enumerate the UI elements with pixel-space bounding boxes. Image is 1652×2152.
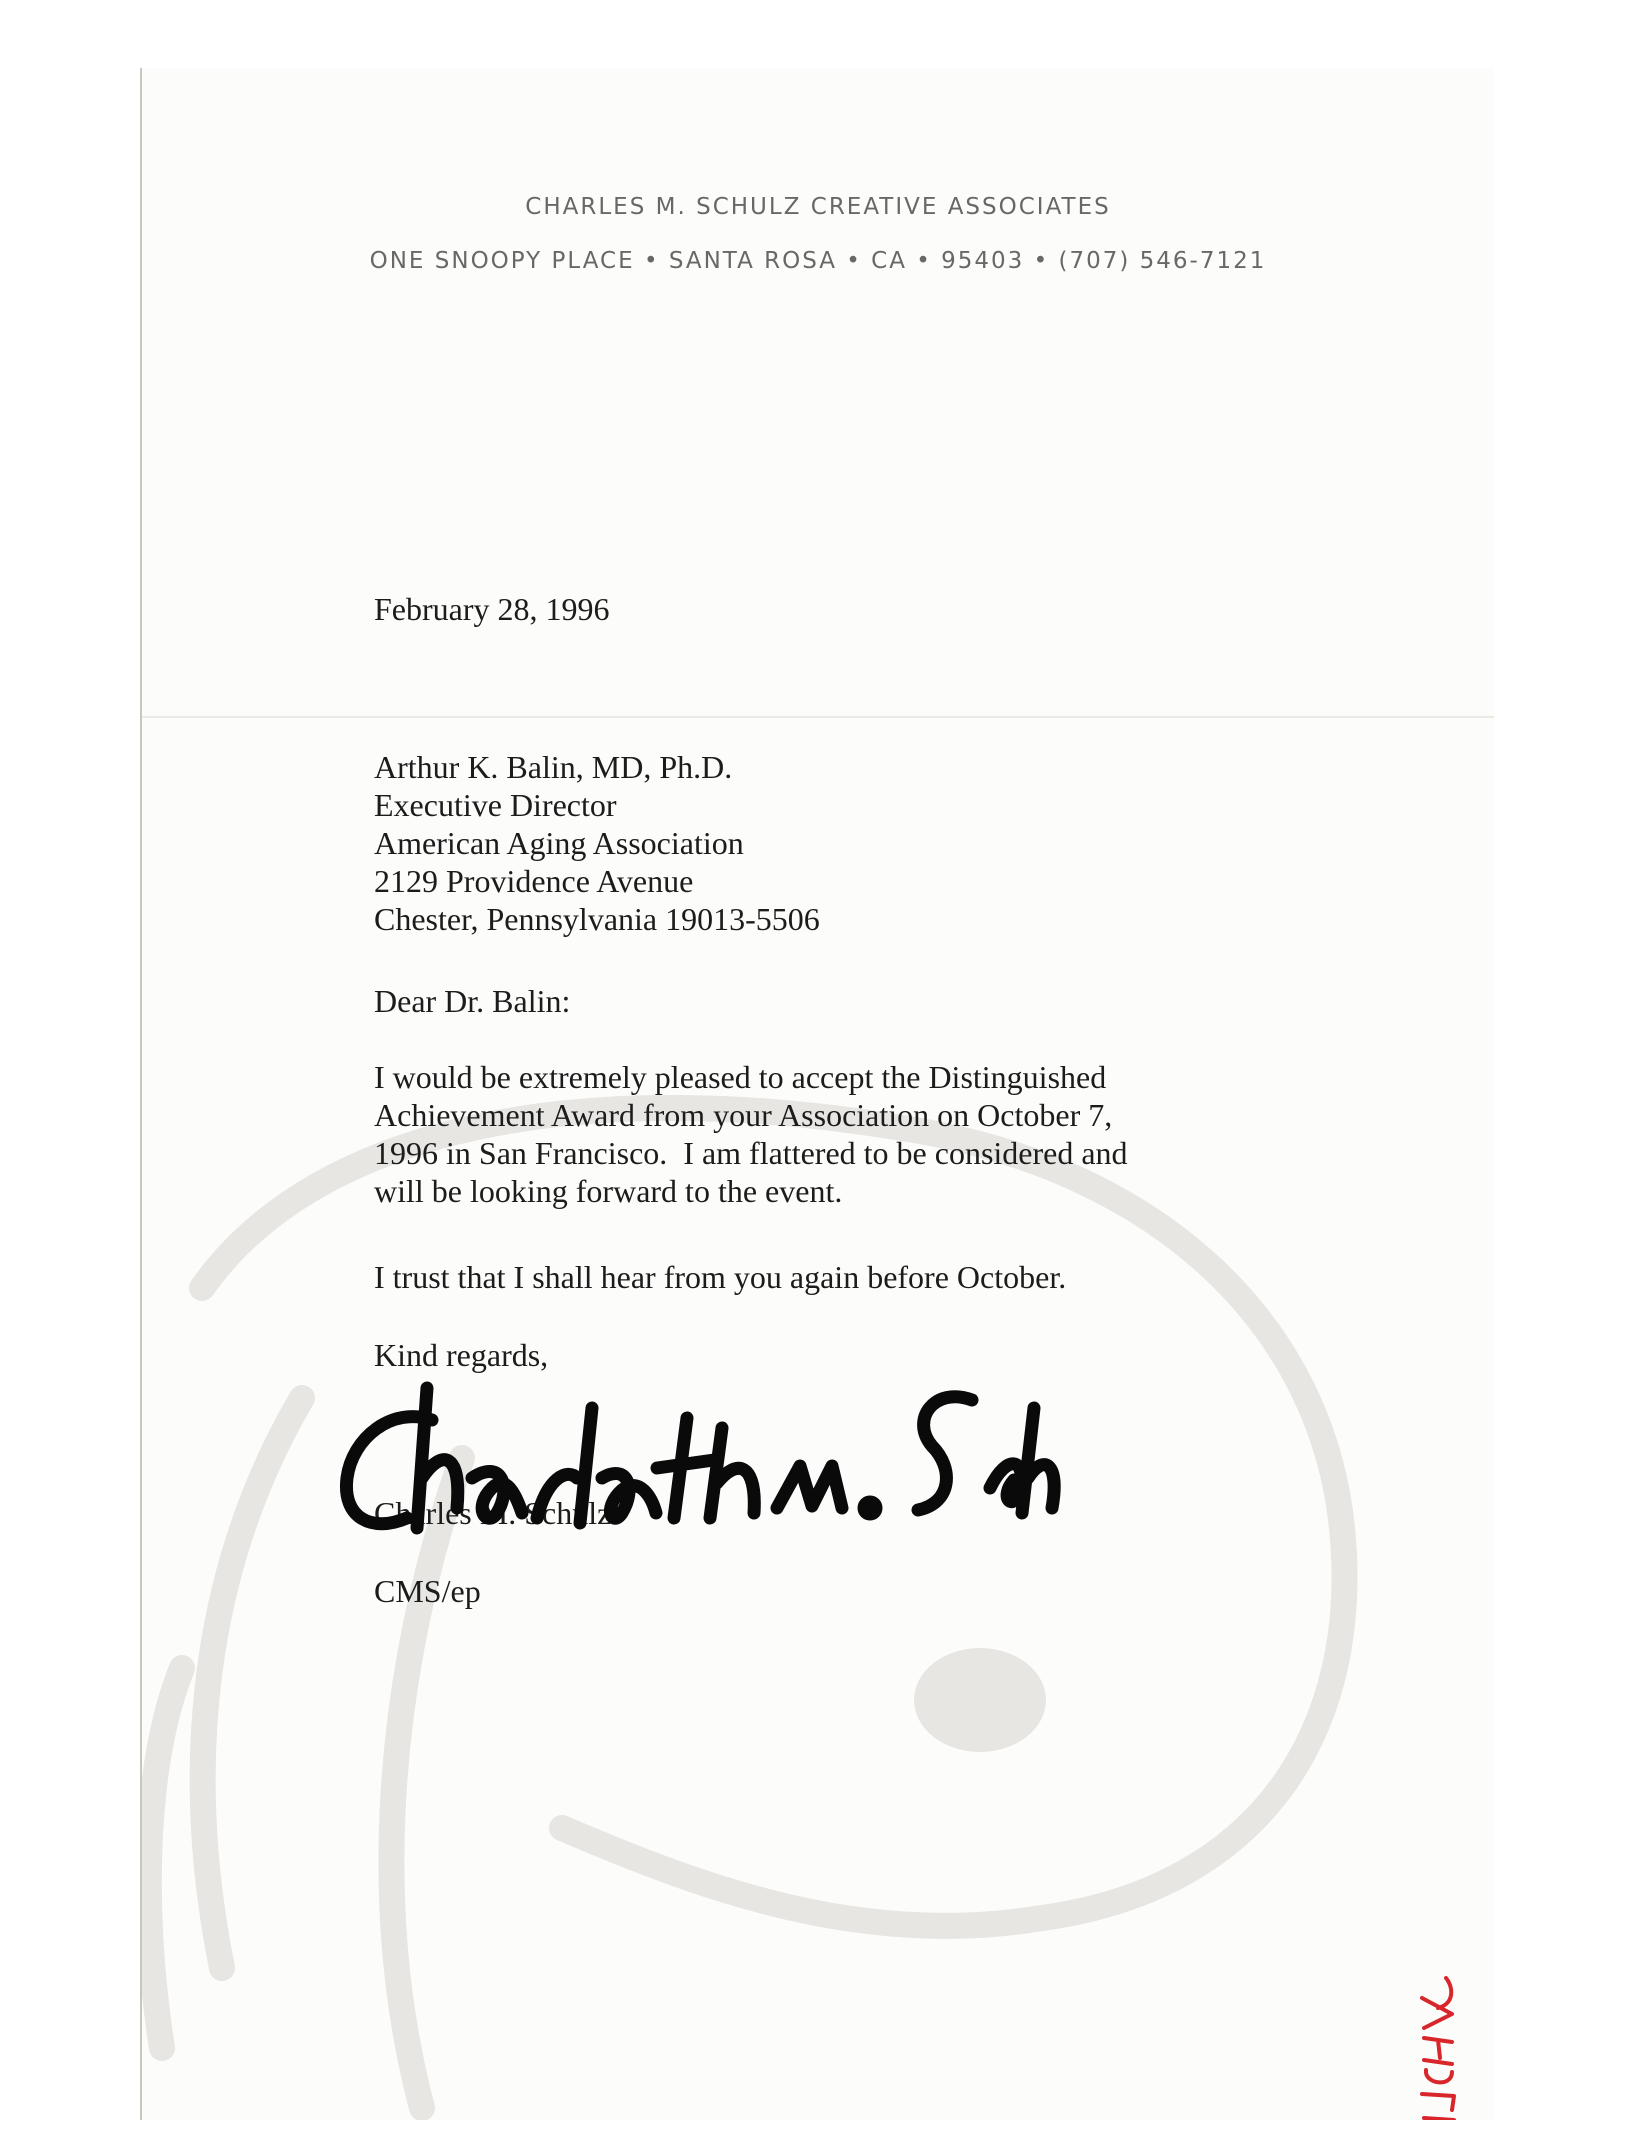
paragraph-line: 1996 in San Francisco. I am flattered to be considered and [374, 1135, 1128, 1171]
recipient-address [374, 748, 820, 938]
recipient-name: Arthur K. Balin, MD, Ph.D. [374, 749, 733, 785]
signer-name: Charles M. Schulz [374, 1495, 612, 1531]
recipient-title: Executive Director [374, 787, 617, 823]
recipient-city: Chester, Pennsylvania 19013-5506 [374, 901, 820, 937]
body-paragraph-2: I trust that I shall hear from you again before October. [374, 1259, 1067, 1295]
handwritten-signature [322, 1368, 1062, 1598]
paragraph-line: will be looking forward to the event. [374, 1173, 843, 1209]
letterhead-address: ONE SNOOPY PLACE • SANTA ROSA • CA • 95403 • (707) 546-7121 [369, 248, 1267, 274]
red-schulz-signature [1404, 1968, 1464, 2120]
paper-fold-line [142, 716, 1494, 718]
recipient-street: 2129 Providence Avenue [374, 863, 694, 899]
recipient-organization: American Aging Association [374, 825, 744, 861]
letterhead-company: CHARLES M. SCHULZ CREATIVE ASSOCIATES [525, 194, 1111, 220]
body-paragraph-1 [374, 1058, 1128, 1210]
letter-page [140, 68, 1494, 2120]
letter-date: February 28, 1996 [374, 591, 610, 627]
paragraph-line: I would be extremely pleased to accept the Distinguished [374, 1059, 1107, 1095]
salutation: Dear Dr. Balin: [374, 983, 571, 1019]
closing: Kind regards, [374, 1337, 549, 1373]
paragraph-line: Achievement Award from your Association on October 7, [374, 1097, 1113, 1133]
typist-initials: CMS/ep [374, 1573, 481, 1609]
